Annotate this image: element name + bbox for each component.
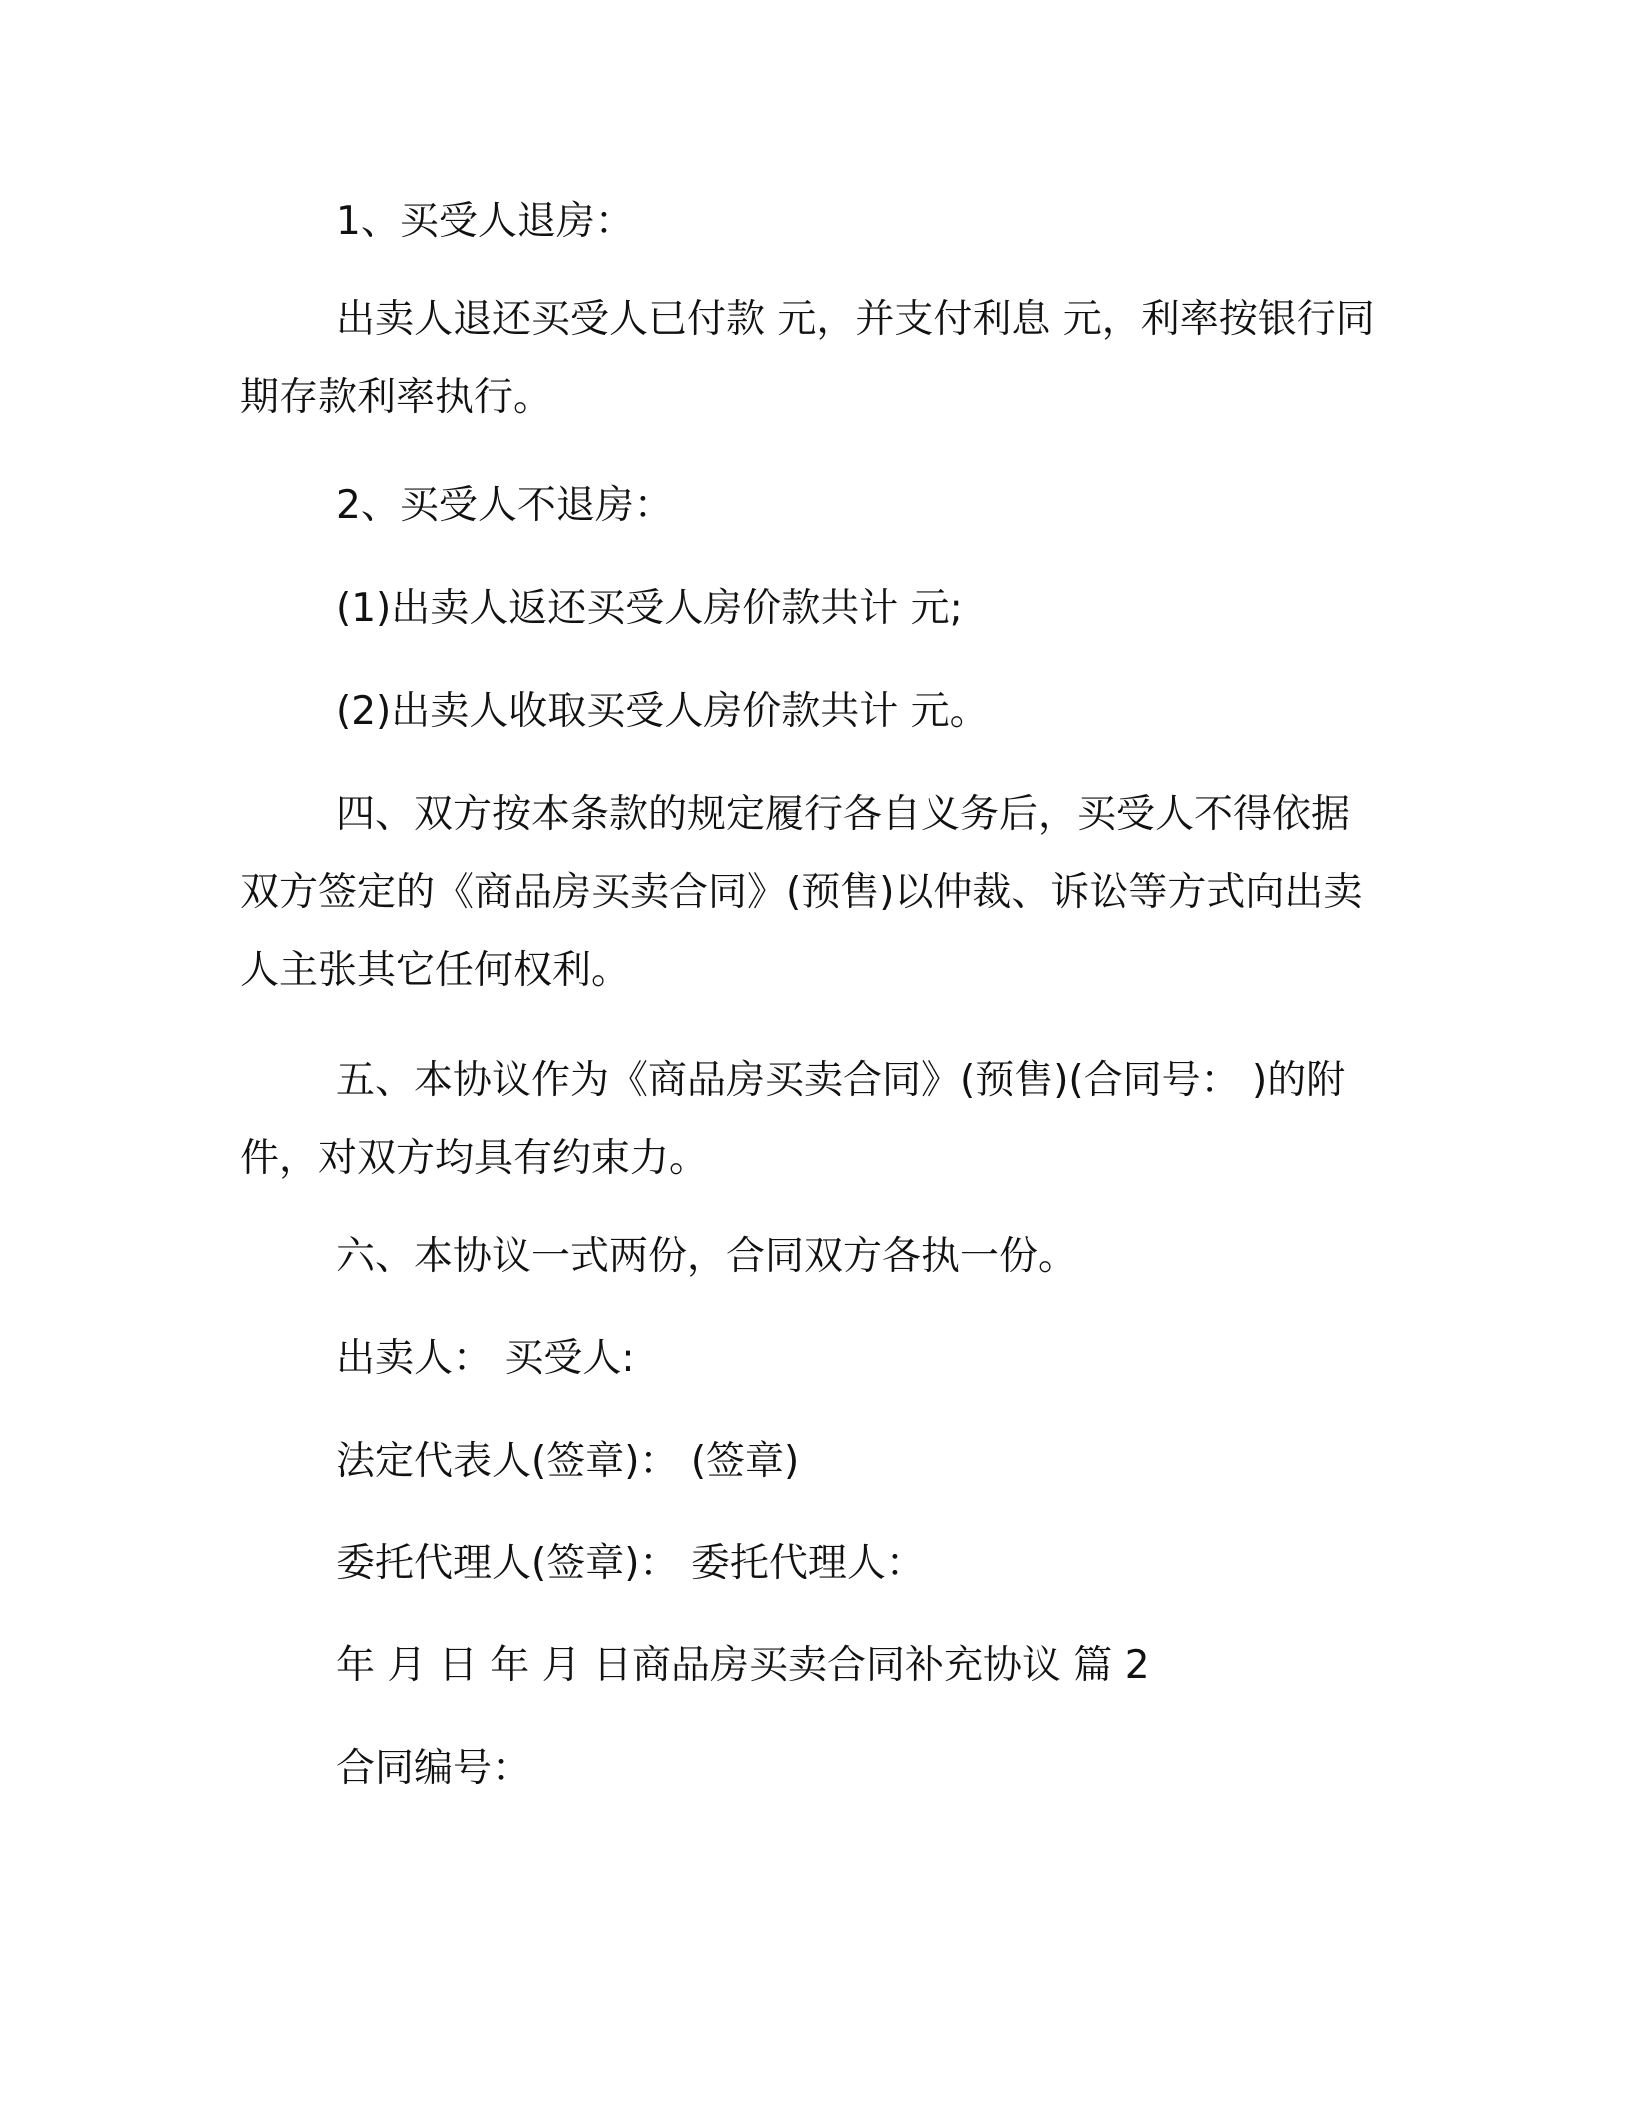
paragraph-collect-price: (2)出卖人收取买受人房价款共计 元。 <box>336 689 989 734</box>
paragraph-article-six: 六、本协议一式两份，合同双方各执一份。 <box>336 1234 1078 1279</box>
paragraph-return-price: (1)出卖人返还买受人房价款共计 元; <box>336 586 963 631</box>
contract-number: 合同编号： <box>336 1746 532 1791</box>
signature-legal-representative: 法定代表人(签章)： (签章) <box>336 1439 800 1484</box>
paragraph-article-five: 五、本协议作为《商品房买卖合同》(预售)(合同号： )的附件，对双方均具有约束力。 <box>240 1058 1346 1181</box>
signature-parties: 出卖人： 买受人: <box>336 1336 635 1381</box>
paragraph-article-four: 四、双方按本条款的规定履行各自义务后，买受人不得依据双方签定的《商品房买卖合同》(预售)以仲裁、诉讼等方式向出卖人主张其它任何权利。 <box>240 792 1363 993</box>
date-and-next-title: 年 月 日 年 月 日商品房买卖合同补充协议 篇 2 <box>336 1643 1150 1688</box>
signature-agent: 委托代理人(签章)： 委托代理人： <box>336 1541 925 1586</box>
paragraph-refund-interest: 出卖人退还买受人已付款 元，并支付利息 元，利率按银行同期存款利率执行。 <box>240 297 1375 420</box>
paragraph-buyer-not-return: 2、买受人不退房： <box>336 483 673 528</box>
paragraph-buyer-return: 1、买受人退房： <box>336 199 634 244</box>
